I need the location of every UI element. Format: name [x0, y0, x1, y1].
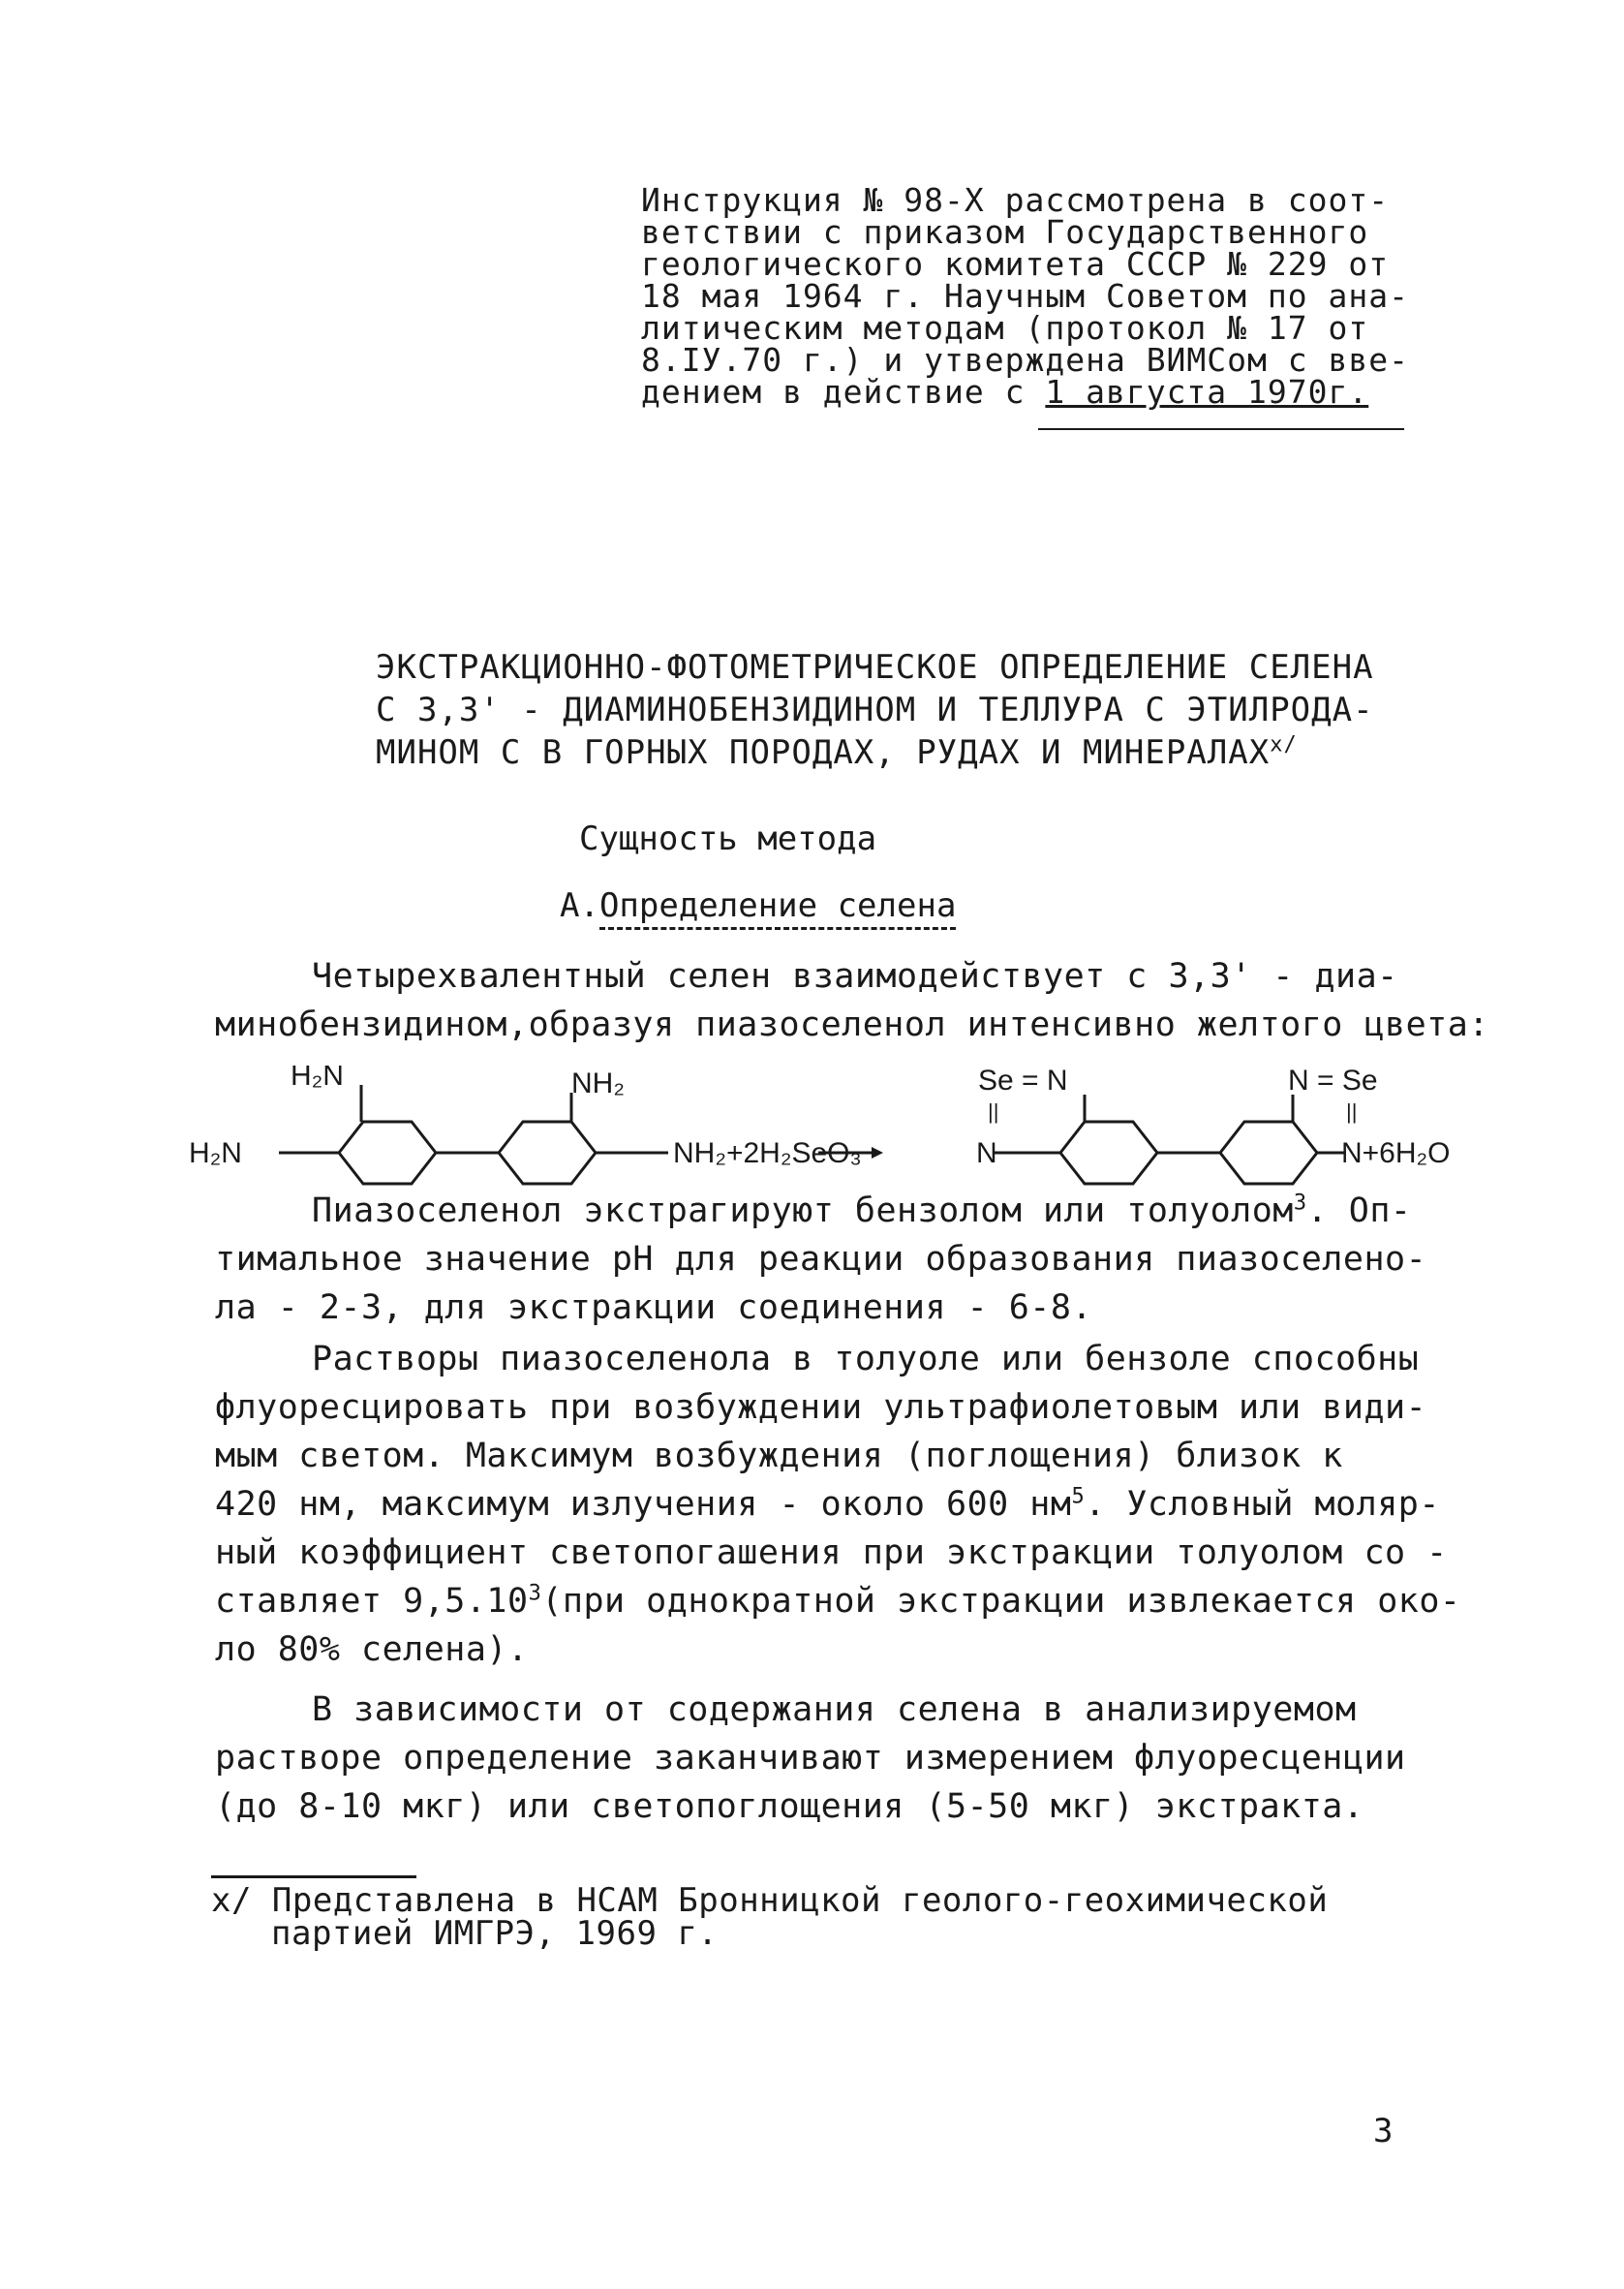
amine-label: H₂N — [189, 1137, 242, 1169]
nitrogen-label: N — [976, 1137, 997, 1169]
approval-line: 18 мая 1964 г. Научным Советом по ана- — [641, 277, 1409, 315]
paragraph-extraction — [215, 1187, 1455, 1332]
selenium-label: Se = N — [978, 1066, 1068, 1097]
benzene-ring — [339, 1122, 436, 1184]
title-line: С 3,3' - ДИАМИНОБЕНЗИДИНОМ И ТЕЛЛУРА С ЭТИЛРОДА- — [376, 691, 1374, 729]
paragraph-line: (до 8-10 мкг) или светопоглощения (5-50 мкг) экстракта. — [215, 1787, 1364, 1826]
paragraph-line: В зависимости от содержания селена в анализируемом — [312, 1690, 1357, 1729]
exponent: 3 — [528, 1581, 542, 1606]
paragraph-line: ла - 2-3, для экстракции соединения - 6-8. — [215, 1288, 1093, 1327]
approval-line: Инструкция № 98-Х рассмотрена в соот- — [641, 181, 1390, 219]
paragraph-fluorescence — [215, 1335, 1461, 1674]
product-label: N+6H₂O — [1341, 1137, 1451, 1169]
approval-line: литическим методам (протокол № 17 от — [641, 309, 1369, 347]
paragraph-line: Растворы пиазоселенола в толуоле или бензоле способны — [312, 1340, 1420, 1378]
benzene-ring — [499, 1122, 596, 1184]
paragraph-line: тимальное значение рН для реакции образования пиазоселено- — [215, 1240, 1427, 1279]
paragraph-reaction-intro — [215, 952, 1489, 1049]
footnote-divider — [211, 1875, 416, 1878]
approval-line: ветствии с приказом Государственного — [641, 213, 1369, 251]
paragraph-text: 420 нм, максимум излучения - около 600 нм — [215, 1485, 1072, 1524]
paragraph-text: . Оп- — [1306, 1191, 1412, 1230]
benzene-ring — [1220, 1122, 1317, 1184]
approval-line-text: дением в действие с — [641, 373, 1046, 411]
amine-label: NH₂ — [571, 1067, 625, 1099]
approval-underline — [1038, 428, 1404, 430]
paragraph-text: Пиазоселенол экстрагируют бензолом или толуолом — [312, 1191, 1294, 1230]
double-bond: || — [988, 1099, 999, 1124]
paragraph-line: Четырехвалентный селен взаимодействует с 3,3' - диа- — [312, 957, 1398, 996]
paragraph-line — [215, 1480, 1455, 1529]
paragraph-line: минобензидином,образуя пиазоселенол интенсивно желтого цвета: — [215, 1005, 1489, 1044]
paragraph-text: . Условный моляр- — [1085, 1485, 1440, 1524]
paragraph-line: флуоресцировать при возбуждении ультрафиолетовым или види- — [215, 1388, 1427, 1427]
approval-line: 8.IУ.70 г.) и утверждена ВИМСом с вве- — [641, 341, 1409, 379]
double-bond: || — [1346, 1099, 1358, 1124]
footnote — [211, 1881, 1470, 1953]
paragraph-line: ный коэффициент светопогашения при экстракции толуолом со - — [215, 1533, 1448, 1572]
paragraph-line: мым светом. Максимум возбуждения (поглощения) близок к — [215, 1437, 1343, 1475]
reagent-label: NH₂+2H₂SeO₃ — [673, 1137, 862, 1169]
effective-date: 1 августа 1970г. — [1045, 373, 1369, 411]
subsection-prefix: А. — [560, 886, 599, 925]
footnote-line: партией ИМГРЭ, 1969 г. — [271, 1914, 719, 1953]
approval-line: геологического комитета СССР № 229 от — [641, 245, 1390, 283]
subsection-label: Определение селена — [599, 886, 956, 930]
paragraph-text: ставляет 9,5.10 — [215, 1582, 529, 1621]
reaction-formula — [184, 1066, 1491, 1191]
title-line: ЭКСТРАКЦИОННО-ФОТОМЕТРИЧЕСКОЕ ОПРЕДЕЛЕНИЕ СЕЛЕНА — [376, 648, 1374, 687]
benzene-ring — [1060, 1122, 1157, 1184]
document-title — [376, 646, 1441, 774]
subsection-heading — [560, 886, 956, 925]
reference-marker: 5 — [1071, 1484, 1086, 1509]
title-line-text: МИНОМ С В ГОРНЫХ ПОРОДАХ, РУДАХ И МИНЕРАЛАХ — [376, 733, 1271, 772]
paragraph-text: (при однократной экстракции извлекается око- — [541, 1582, 1461, 1621]
paragraph-measurement — [215, 1686, 1455, 1831]
approval-line — [641, 373, 1416, 411]
paragraph-line — [215, 1187, 1455, 1235]
page-number: 3 — [1373, 2112, 1394, 2150]
footnote-marker: х/ — [1270, 732, 1298, 758]
selenium-label: N = Se — [1288, 1066, 1378, 1097]
footnote-line: х/ Представлена в НСАМ Бронницкой геолого-геохимической — [211, 1881, 1329, 1920]
paragraph-line — [215, 1577, 1461, 1625]
reference-marker: 3 — [1293, 1191, 1307, 1216]
paragraph-line: ло 80% селена). — [215, 1630, 529, 1669]
title-line — [376, 731, 1441, 774]
amine-label: H₂N — [291, 1066, 344, 1092]
section-heading: Сущность метода — [579, 820, 877, 858]
approval-note — [641, 181, 1416, 411]
paragraph-line: растворе определение заканчивают измерением флуоресценции — [215, 1739, 1406, 1778]
